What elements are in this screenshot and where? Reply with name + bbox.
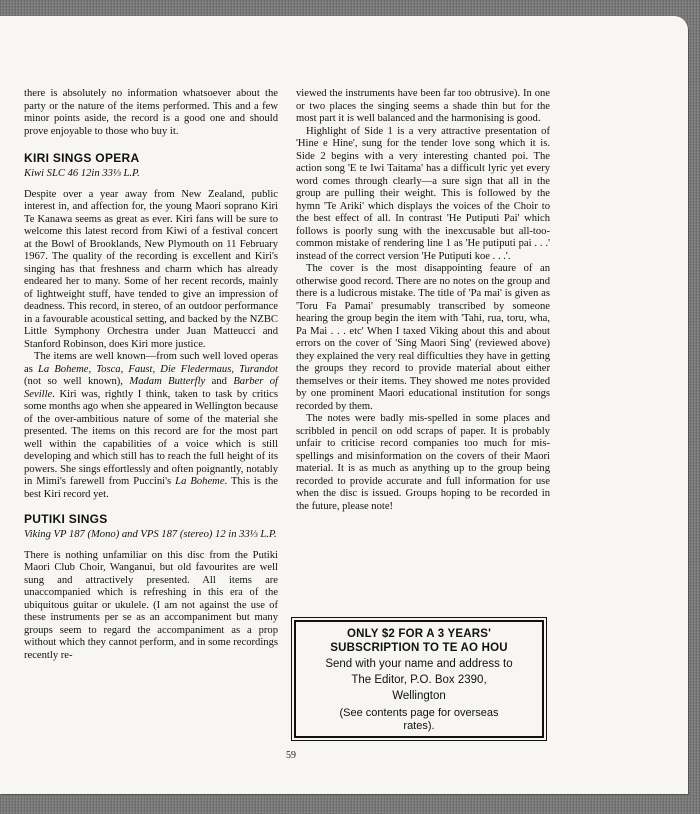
putiki-heading: PUTIKI SINGS <box>24 512 108 526</box>
subscription-send-line: Send with your name and address to <box>325 658 513 670</box>
subscription-offer-line: ONLY $2 FOR A 3 YEARS' <box>346 628 492 640</box>
opera-title-butterfly: Madam Butterfly <box>129 376 206 387</box>
kiri-p2-text-b: (not so well known), <box>24 376 130 387</box>
subscription-city-line: Wellington <box>392 690 446 702</box>
kiri-p2-text-d: . Kiri was, rightly I think, taken to task by critics some months ago when she appeared in Wellington because of the over-ambitious nature of some of the material she presented. The items on this record are for the most part well within the capabilities of a voice which is still developing and which still has to reach the full height of its powers. She sings effortlessly and often poignantly, notably in Mimi's farewell from Puccini's <box>24 388 278 487</box>
kiri-p2-text-a: The items are well known—from such well loved operas as <box>24 351 278 375</box>
right-paragraph-4: The notes were badly mis-spelled in some places and scribbled in pencil on odd scraps of paper. It is probably unfair to criticise record companies too much for mis-spellings and misinformation on the covers of their Maori material. It is as much as anything up to the group being recorded to provide accurate and full information for use when the disc is issued. Groups hoping to be recorded in the future, please note! <box>296 413 550 512</box>
kiri-catalog: Kiwi SLC 46 12in 33⅓ L.P. <box>24 168 140 179</box>
left-column <box>24 88 278 662</box>
opera-titles-1: La Boheme, Tosca, Faust, Die Fledermaus, Turandot <box>37 363 278 375</box>
kiri-heading: KIRI SINGS OPERA <box>24 151 140 165</box>
subscription-overseas-line: (See contents page for overseas <box>339 707 499 719</box>
subscription-title-line: SUBSCRIPTION TO TE AO HOU <box>330 641 508 654</box>
intro-paragraph: there is absolutely no information whatsoever about the party or the nature of the items performed. This and a few minor points aside, the record is a good one and should prove enjoyable to those who buy it. <box>24 88 278 137</box>
kiri-paragraph-1: Despite over a year away from New Zealand, public interest in, and affection for, the young Maori soprano Kiri Te Kanawa seems as great as ever. Kiri fans will be sure to welcome this latest record from Kiwi of a festival concert at the Bowl of Brooklands, New Plymouth on 11 February 1967. The quality of the recording is excellent and Kiri's singing has that freshness and charm which has already endeared her to many. Some of her recent records, mainly of lightweight stuff, have tended to give an impression of deadness. This record, in stereo, of an outdoor performance in a favourable acoustical setting, and backed by the NZBC Little Symphony Orchestra under Juan Matteucci and Stanford Robinson, does Kiri more justice. <box>24 188 278 350</box>
opera-title-barber: Barber of Seville <box>24 376 278 400</box>
opera-title-boheme: La Boheme <box>175 476 225 487</box>
right-column <box>296 88 550 513</box>
putiki-paragraph-1: There is nothing unfamiliar on this disc from the Putiki Maori Club Choir, Wanganui, but old favourites are well sung and attractively presented. All items are unaccompanied which is refreshing in this era of the ubiquitous guitar or ukulele. (I am not against the use of these instruments per se as an accompaniment but many groups seem to regard the accompaniment as a prop without which they cannot perform, and in some recordings recently re- <box>24 549 278 661</box>
subscription-box <box>294 620 544 738</box>
kiri-p2-text-e: . This is the best Kiri record yet. <box>24 476 278 500</box>
right-paragraph-3: The cover is the most disappointing feaure of an otherwise good record. There are no notes on the group and there is a ludicrous mistake. The title of 'Pa mai' is given as 'Toru Fa Pamai' presumably transcribed by someone hearing the group begin the item with 'Tahi, rua, toru, wha, Pa Mai . . . etc' When I taxed Viking about this and about errors on the cover of 'Sing Maori Sing' (reviewed above) they explained the very real difficulties they have in getting the groups they record to provide material about either themselves or their items. They showed me notes provided by one prominent Maori educational institution for songs recorded by them. <box>296 263 550 412</box>
magazine-page <box>0 16 688 794</box>
subscription-rates-line: rates). <box>403 720 435 732</box>
putiki-catalog: Viking VP 187 (Mono) and VPS 187 (stereo) 12 in 33⅓ L.P. <box>24 529 277 540</box>
kiri-p2-text-c: and <box>205 376 234 387</box>
right-paragraph-1: viewed the instruments have been far too obtrusive). In one or two places the singing seems a shade thin but for the most part it is well balanced and the harmonising is good. <box>296 88 550 124</box>
page-number: 59 <box>286 750 296 761</box>
subscription-address-line: The Editor, P.O. Box 2390, <box>351 674 487 686</box>
kiri-paragraph-2 <box>24 351 278 501</box>
right-paragraph-2: Highlight of Side 1 is a very attractive presentation of 'Hine e Hine', sung for the tender love song which it is. Side 2 begins with a very interesting chanted poi. The action song 'E te Iwi Taitama' has a difficult lyric yet every word comes through clearly—a sure sign that all in the group are pulling their weight. This is followed by the hymn 'Te Ariki' which displays the voices of the Choir to the best effect of all. In contrast 'He Putiputi Pai' which follows is poorly sung with the inexcusable but all-too-common mistake of rendering line 1 as 'He putiputi pai . . .' instead of the correct version 'He Putiputi koe . . .'. <box>296 125 550 262</box>
